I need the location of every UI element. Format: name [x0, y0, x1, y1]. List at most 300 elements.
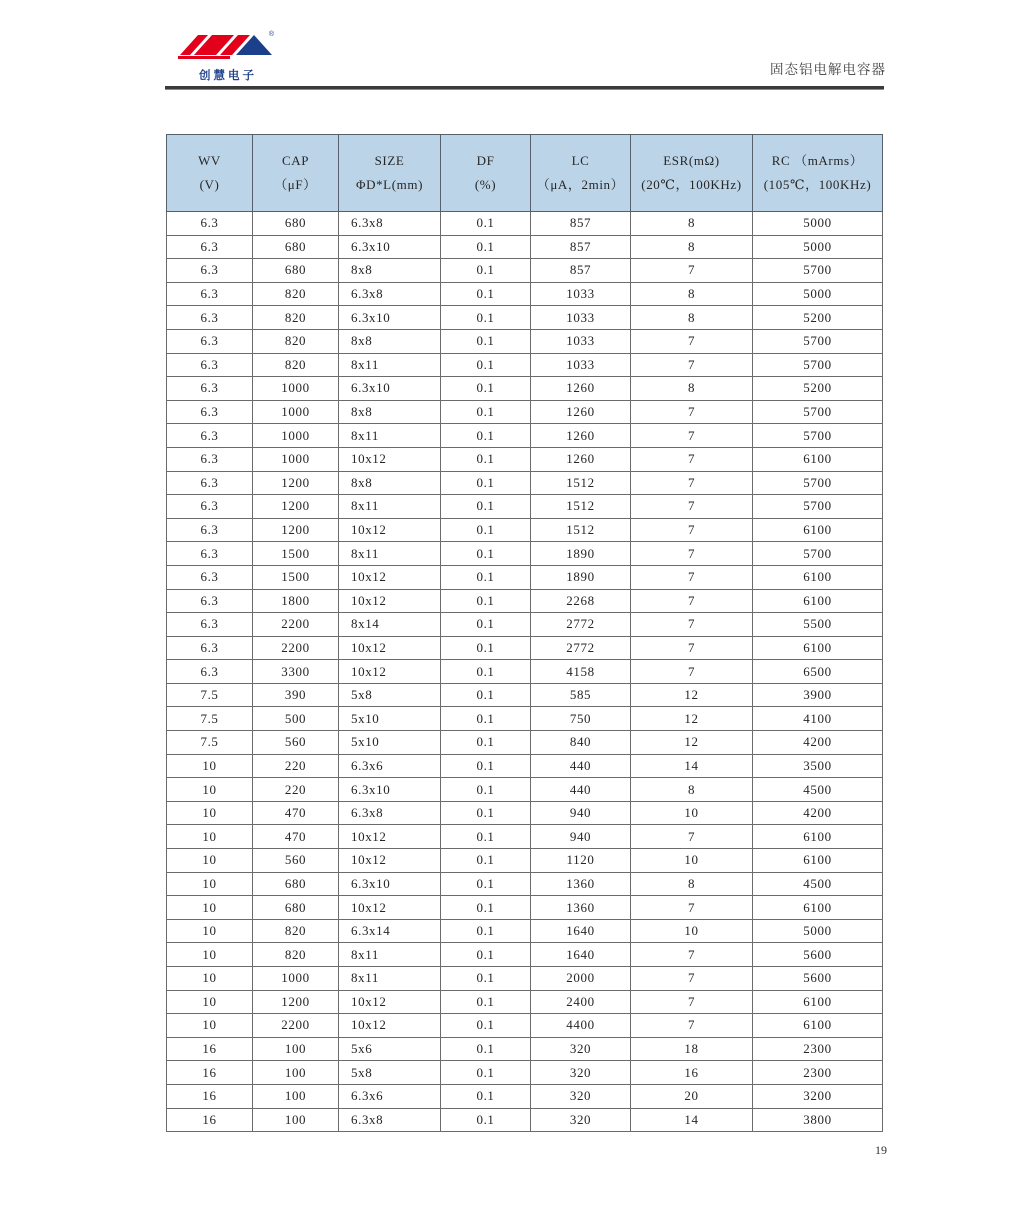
- column-header-size-line1: SIZE: [374, 152, 405, 168]
- cell-df: 0.1: [441, 1014, 531, 1038]
- cell-rc: 5200: [753, 377, 883, 401]
- cell-lc: 440: [531, 754, 631, 778]
- cell-cap: 3300: [253, 660, 339, 684]
- cell-df: 0.1: [441, 943, 531, 967]
- cell-df: 0.1: [441, 707, 531, 731]
- cell-size: 8x11: [339, 495, 441, 519]
- cell-cap: 560: [253, 849, 339, 873]
- cell-cap: 100: [253, 1037, 339, 1061]
- cell-esr: 7: [631, 542, 753, 566]
- capacitor-specification-table: [166, 134, 883, 1132]
- cell-cap: 680: [253, 212, 339, 236]
- cell-esr: 12: [631, 731, 753, 755]
- cell-rc: 6100: [753, 447, 883, 471]
- column-header-lc-line2: （μA，2min）: [536, 177, 625, 192]
- company-name-cn: 创慧电子: [199, 68, 257, 82]
- cell-wv: 10: [167, 825, 253, 849]
- cell-wv: 6.3: [167, 447, 253, 471]
- cell-df: 0.1: [441, 849, 531, 873]
- cell-esr: 12: [631, 683, 753, 707]
- table-row: [167, 542, 883, 566]
- cell-lc: 2000: [531, 967, 631, 991]
- cell-size: 6.3x8: [339, 801, 441, 825]
- column-header-lc: [531, 135, 631, 212]
- table-row: [167, 754, 883, 778]
- column-header-cap-line1: CAP: [281, 152, 310, 168]
- table-row: [167, 943, 883, 967]
- cell-size: 10x12: [339, 636, 441, 660]
- cell-size: 5x10: [339, 707, 441, 731]
- cell-cap: 680: [253, 259, 339, 283]
- cell-esr: 7: [631, 565, 753, 589]
- cell-wv: 6.3: [167, 542, 253, 566]
- cell-esr: 16: [631, 1061, 753, 1085]
- cell-wv: 6.3: [167, 636, 253, 660]
- cell-rc: 6100: [753, 589, 883, 613]
- cell-size: 6.3x8: [339, 282, 441, 306]
- cell-rc: 5600: [753, 943, 883, 967]
- cell-lc: 1260: [531, 377, 631, 401]
- table-row: [167, 1037, 883, 1061]
- column-header-lc-line1: LC: [571, 152, 590, 168]
- cell-lc: 320: [531, 1037, 631, 1061]
- cell-rc: 6100: [753, 825, 883, 849]
- cell-lc: 1260: [531, 447, 631, 471]
- cell-rc: 5000: [753, 212, 883, 236]
- cell-wv: 10: [167, 849, 253, 873]
- page-number: 19: [875, 1143, 887, 1157]
- cell-df: 0.1: [441, 235, 531, 259]
- cell-esr: 7: [631, 967, 753, 991]
- cell-df: 0.1: [441, 259, 531, 283]
- cell-df: 0.1: [441, 754, 531, 778]
- cell-esr: 10: [631, 919, 753, 943]
- column-header-rc-line2: (105℃，100KHz): [763, 177, 872, 192]
- cell-df: 0.1: [441, 660, 531, 684]
- cell-rc: 6100: [753, 1014, 883, 1038]
- table-row: [167, 235, 883, 259]
- cell-rc: 5000: [753, 282, 883, 306]
- cell-lc: 1512: [531, 471, 631, 495]
- cell-cap: 820: [253, 353, 339, 377]
- cell-esr: 7: [631, 660, 753, 684]
- cell-lc: 750: [531, 707, 631, 731]
- cell-rc: 5000: [753, 235, 883, 259]
- cell-esr: 18: [631, 1037, 753, 1061]
- cell-wv: 6.3: [167, 353, 253, 377]
- table-row: [167, 377, 883, 401]
- cell-wv: 6.3: [167, 377, 253, 401]
- cell-wv: 10: [167, 896, 253, 920]
- cell-size: 8x8: [339, 400, 441, 424]
- cell-df: 0.1: [441, 447, 531, 471]
- column-header-rc: [753, 135, 883, 212]
- cell-rc: 6500: [753, 660, 883, 684]
- cell-df: 0.1: [441, 731, 531, 755]
- cell-wv: 7.5: [167, 683, 253, 707]
- cell-esr: 12: [631, 707, 753, 731]
- table-row: [167, 1108, 883, 1132]
- cell-size: 10x12: [339, 447, 441, 471]
- cell-wv: 10: [167, 778, 253, 802]
- cell-lc: 1033: [531, 306, 631, 330]
- cell-rc: 5700: [753, 471, 883, 495]
- cell-rc: 2300: [753, 1037, 883, 1061]
- cell-esr: 7: [631, 1014, 753, 1038]
- table-row: [167, 518, 883, 542]
- cell-wv: 6.3: [167, 495, 253, 519]
- cell-df: 0.1: [441, 306, 531, 330]
- cell-cap: 820: [253, 943, 339, 967]
- cell-cap: 220: [253, 754, 339, 778]
- cell-cap: 1200: [253, 518, 339, 542]
- cell-wv: 10: [167, 872, 253, 896]
- cell-size: 8x8: [339, 329, 441, 353]
- cell-cap: 1800: [253, 589, 339, 613]
- cell-wv: 10: [167, 990, 253, 1014]
- table-row: [167, 1061, 883, 1085]
- cell-lc: 1512: [531, 495, 631, 519]
- column-header-esr-line1: ESR(mΩ): [663, 152, 720, 168]
- column-header-size-line2: ΦD*L(mm): [355, 177, 423, 192]
- cell-size: 5x8: [339, 683, 441, 707]
- cell-df: 0.1: [441, 990, 531, 1014]
- cell-df: 0.1: [441, 542, 531, 566]
- cell-rc: 5200: [753, 306, 883, 330]
- table-row: [167, 825, 883, 849]
- cell-esr: 8: [631, 235, 753, 259]
- cell-df: 0.1: [441, 683, 531, 707]
- cell-wv: 10: [167, 754, 253, 778]
- cell-size: 10x12: [339, 565, 441, 589]
- cell-cap: 2200: [253, 1014, 339, 1038]
- cell-cap: 470: [253, 825, 339, 849]
- cell-lc: 940: [531, 801, 631, 825]
- cell-rc: 5000: [753, 919, 883, 943]
- cell-esr: 10: [631, 849, 753, 873]
- cell-cap: 560: [253, 731, 339, 755]
- table-row: [167, 424, 883, 448]
- table-row: [167, 872, 883, 896]
- cell-rc: 6100: [753, 636, 883, 660]
- cell-rc: 4500: [753, 872, 883, 896]
- cell-wv: 6.3: [167, 235, 253, 259]
- cell-df: 0.1: [441, 329, 531, 353]
- cell-rc: 3500: [753, 754, 883, 778]
- cell-df: 0.1: [441, 872, 531, 896]
- cell-lc: 2772: [531, 613, 631, 637]
- cell-df: 0.1: [441, 565, 531, 589]
- cell-df: 0.1: [441, 518, 531, 542]
- cell-esr: 8: [631, 212, 753, 236]
- cell-size: 10x12: [339, 849, 441, 873]
- table-row: [167, 613, 883, 637]
- cell-cap: 1200: [253, 471, 339, 495]
- cell-cap: 1000: [253, 424, 339, 448]
- cell-rc: 5600: [753, 967, 883, 991]
- cell-rc: 6100: [753, 896, 883, 920]
- column-header-wv-line1: WV: [198, 152, 221, 168]
- cell-lc: 320: [531, 1061, 631, 1085]
- cell-lc: 1360: [531, 872, 631, 896]
- table-row: [167, 471, 883, 495]
- cell-lc: 1033: [531, 282, 631, 306]
- cell-size: 8x11: [339, 943, 441, 967]
- cell-df: 0.1: [441, 353, 531, 377]
- cell-lc: 4400: [531, 1014, 631, 1038]
- cell-rc: 4200: [753, 801, 883, 825]
- cell-wv: 7.5: [167, 707, 253, 731]
- cell-lc: 585: [531, 683, 631, 707]
- cell-df: 0.1: [441, 495, 531, 519]
- cell-df: 0.1: [441, 400, 531, 424]
- table-row: [167, 967, 883, 991]
- cell-wv: 16: [167, 1108, 253, 1132]
- cell-df: 0.1: [441, 471, 531, 495]
- table-row: [167, 707, 883, 731]
- cell-df: 0.1: [441, 1084, 531, 1108]
- cell-esr: 7: [631, 471, 753, 495]
- cell-rc: 5700: [753, 259, 883, 283]
- column-header-esr: [631, 135, 753, 212]
- cell-wv: 6.3: [167, 400, 253, 424]
- cell-lc: 940: [531, 825, 631, 849]
- cell-df: 0.1: [441, 825, 531, 849]
- cell-wv: 7.5: [167, 731, 253, 755]
- cell-df: 0.1: [441, 424, 531, 448]
- cell-size: 8x11: [339, 424, 441, 448]
- column-header-cap: [253, 135, 339, 212]
- cell-wv: 6.3: [167, 212, 253, 236]
- column-header-rc-line1: RC （mArms）: [771, 152, 864, 168]
- cell-wv: 10: [167, 943, 253, 967]
- column-header-wv-line2: (V): [199, 177, 220, 192]
- cell-lc: 857: [531, 235, 631, 259]
- table-row: [167, 849, 883, 873]
- cell-df: 0.1: [441, 1108, 531, 1132]
- cell-cap: 1200: [253, 495, 339, 519]
- cell-size: 10x12: [339, 1014, 441, 1038]
- cell-lc: 2772: [531, 636, 631, 660]
- column-header-esr-line2: (20℃，100KHz): [641, 177, 742, 192]
- cell-df: 0.1: [441, 919, 531, 943]
- cell-df: 0.1: [441, 589, 531, 613]
- cell-cap: 2200: [253, 613, 339, 637]
- cell-esr: 7: [631, 259, 753, 283]
- cell-lc: 1360: [531, 896, 631, 920]
- table-header-row: [167, 135, 883, 212]
- cell-wv: 16: [167, 1061, 253, 1085]
- cell-esr: 7: [631, 424, 753, 448]
- cell-size: 6.3x6: [339, 1084, 441, 1108]
- cell-size: 5x10: [339, 731, 441, 755]
- cell-lc: 1640: [531, 919, 631, 943]
- cell-cap: 1000: [253, 447, 339, 471]
- column-header-df: [441, 135, 531, 212]
- table-row: [167, 329, 883, 353]
- cell-esr: 7: [631, 589, 753, 613]
- table-row: [167, 447, 883, 471]
- cell-wv: 6.3: [167, 259, 253, 283]
- cell-esr: 8: [631, 282, 753, 306]
- table-row: [167, 896, 883, 920]
- table-header: [167, 135, 883, 212]
- cell-wv: 6.3: [167, 471, 253, 495]
- column-header-df-line2: (%): [474, 177, 497, 192]
- cell-wv: 6.3: [167, 282, 253, 306]
- cell-size: 6.3x8: [339, 212, 441, 236]
- table-row: [167, 589, 883, 613]
- column-header-wv: [167, 135, 253, 212]
- cell-rc: 5700: [753, 424, 883, 448]
- cell-wv: 6.3: [167, 660, 253, 684]
- cell-cap: 1500: [253, 565, 339, 589]
- cell-wv: 16: [167, 1084, 253, 1108]
- cell-lc: 440: [531, 778, 631, 802]
- cell-cap: 220: [253, 778, 339, 802]
- table-row: [167, 259, 883, 283]
- cell-esr: 7: [631, 943, 753, 967]
- cell-lc: 4158: [531, 660, 631, 684]
- cell-lc: 2268: [531, 589, 631, 613]
- cell-wv: 6.3: [167, 589, 253, 613]
- table-row: [167, 990, 883, 1014]
- cell-df: 0.1: [441, 967, 531, 991]
- cell-esr: 8: [631, 306, 753, 330]
- cell-size: 6.3x14: [339, 919, 441, 943]
- table-row: [167, 495, 883, 519]
- cell-cap: 680: [253, 235, 339, 259]
- cell-df: 0.1: [441, 896, 531, 920]
- cell-cap: 1200: [253, 990, 339, 1014]
- cell-cap: 820: [253, 282, 339, 306]
- page-header: [0, 0, 1011, 92]
- table-row: [167, 660, 883, 684]
- cell-df: 0.1: [441, 1061, 531, 1085]
- cell-esr: 7: [631, 825, 753, 849]
- cell-lc: 1260: [531, 400, 631, 424]
- cell-size: 6.3x6: [339, 754, 441, 778]
- table-row: [167, 400, 883, 424]
- cell-esr: 8: [631, 872, 753, 896]
- cell-size: 8x11: [339, 353, 441, 377]
- cell-df: 0.1: [441, 282, 531, 306]
- cell-rc: 6100: [753, 518, 883, 542]
- cell-size: 10x12: [339, 589, 441, 613]
- table-row: [167, 353, 883, 377]
- table-body: [167, 212, 883, 1132]
- cell-lc: 857: [531, 259, 631, 283]
- table-row: [167, 1014, 883, 1038]
- cell-cap: 820: [253, 306, 339, 330]
- cell-size: 8x8: [339, 259, 441, 283]
- cell-lc: 1260: [531, 424, 631, 448]
- cell-size: 6.3x10: [339, 306, 441, 330]
- cell-df: 0.1: [441, 636, 531, 660]
- cell-lc: 1033: [531, 329, 631, 353]
- cell-wv: 6.3: [167, 424, 253, 448]
- cell-cap: 100: [253, 1061, 339, 1085]
- cell-size: 6.3x10: [339, 778, 441, 802]
- cell-cap: 680: [253, 872, 339, 896]
- cell-esr: 7: [631, 329, 753, 353]
- cell-lc: 1890: [531, 542, 631, 566]
- cell-size: 8x11: [339, 967, 441, 991]
- header-divider: [165, 86, 884, 90]
- cell-rc: 4200: [753, 731, 883, 755]
- cell-df: 0.1: [441, 1037, 531, 1061]
- cell-esr: 7: [631, 447, 753, 471]
- cell-wv: 6.3: [167, 518, 253, 542]
- cell-lc: 1033: [531, 353, 631, 377]
- cell-esr: 7: [631, 990, 753, 1014]
- cell-wv: 6.3: [167, 613, 253, 637]
- cell-esr: 20: [631, 1084, 753, 1108]
- table-row: [167, 801, 883, 825]
- table-row: [167, 919, 883, 943]
- table-row: [167, 731, 883, 755]
- cell-wv: 6.3: [167, 306, 253, 330]
- cell-cap: 1000: [253, 967, 339, 991]
- cell-cap: 1000: [253, 400, 339, 424]
- cell-cap: 470: [253, 801, 339, 825]
- cell-cap: 820: [253, 329, 339, 353]
- table-row: [167, 212, 883, 236]
- cell-size: 6.3x10: [339, 235, 441, 259]
- cell-size: 6.3x8: [339, 1108, 441, 1132]
- cell-rc: 3200: [753, 1084, 883, 1108]
- cell-esr: 8: [631, 377, 753, 401]
- table-row: [167, 683, 883, 707]
- cell-esr: 14: [631, 1108, 753, 1132]
- cell-wv: 10: [167, 801, 253, 825]
- company-logo: [176, 33, 296, 85]
- table-row: [167, 636, 883, 660]
- cell-df: 0.1: [441, 801, 531, 825]
- table-row: [167, 778, 883, 802]
- cell-df: 0.1: [441, 377, 531, 401]
- cell-lc: 320: [531, 1108, 631, 1132]
- cell-rc: 5700: [753, 400, 883, 424]
- cell-esr: 7: [631, 353, 753, 377]
- cell-wv: 10: [167, 919, 253, 943]
- cell-esr: 14: [631, 754, 753, 778]
- column-header-df-line1: DF: [476, 152, 495, 168]
- cell-wv: 6.3: [167, 329, 253, 353]
- cell-lc: 2400: [531, 990, 631, 1014]
- cell-wv: 10: [167, 1014, 253, 1038]
- cell-rc: 3900: [753, 683, 883, 707]
- cell-size: 10x12: [339, 518, 441, 542]
- cell-rc: 5500: [753, 613, 883, 637]
- cell-esr: 7: [631, 518, 753, 542]
- cell-cap: 820: [253, 919, 339, 943]
- cell-rc: 5700: [753, 542, 883, 566]
- cell-esr: 10: [631, 801, 753, 825]
- cell-lc: 1640: [531, 943, 631, 967]
- cell-rc: 6100: [753, 990, 883, 1014]
- cell-esr: 7: [631, 896, 753, 920]
- cell-cap: 390: [253, 683, 339, 707]
- cell-size: 5x6: [339, 1037, 441, 1061]
- cell-cap: 2200: [253, 636, 339, 660]
- cell-rc: 4100: [753, 707, 883, 731]
- cell-rc: 6100: [753, 565, 883, 589]
- cell-lc: 1512: [531, 518, 631, 542]
- cell-size: 8x14: [339, 613, 441, 637]
- table-row: [167, 306, 883, 330]
- cell-esr: 8: [631, 778, 753, 802]
